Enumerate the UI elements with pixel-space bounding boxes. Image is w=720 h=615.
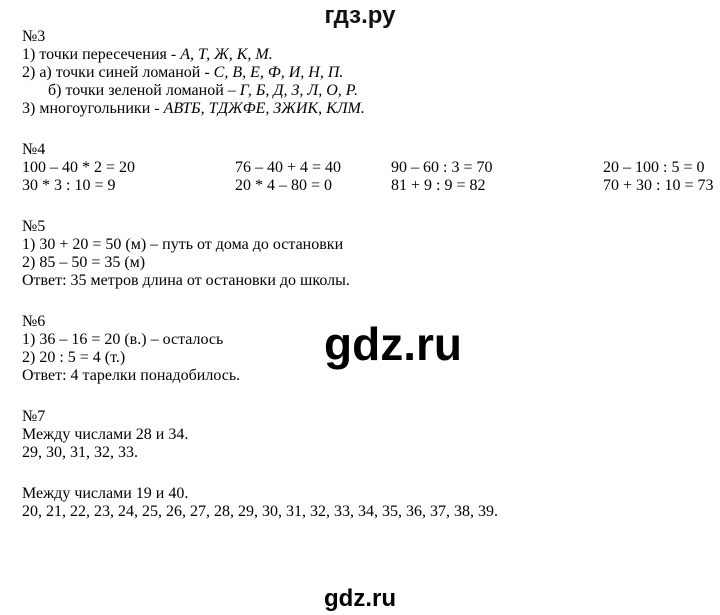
task3-line-2-value: С, В, Е, Ф, И, Н, П. [213,64,344,81]
watermark-middle: gdz.ru [324,318,462,370]
task3-number: №3 [22,28,46,45]
task3-line-3-value: Г, Б, Д, З, Л, О, Р. [239,82,358,99]
task6-step-2: 2) 20 : 5 = 4 (т.) [22,349,126,366]
task7-number: №7 [22,408,46,425]
task7-part-a-title: Между числами 28 и 34. [22,426,189,443]
expression: 90 – 60 : 3 = 70 [391,159,493,176]
task3-line-4 [22,100,712,118]
task3-line-4-value: АВТБ, ТДЖФЕ, ЗЖИК, КЛМ. [163,100,365,117]
task4-number: №4 [22,141,46,158]
task4-row-2 [22,177,712,195]
solution-document [22,28,712,521]
watermark-top: гдз.ру [324,2,396,29]
expression: 70 + 30 : 10 = 73 [603,177,714,194]
task5-number: №5 [22,218,46,235]
expression: 81 + 9 : 9 = 82 [391,177,486,194]
task3-line-1-value: А, Т, Ж, К, М. [180,46,273,63]
expression: 30 * 3 : 10 = 9 [22,177,116,194]
task6-number: №6 [22,313,46,330]
task5-step-1: 1) 30 + 20 = 50 (м) – путь от дома до остановки [22,236,344,253]
expression: 76 – 40 + 4 = 40 [235,159,342,176]
task5-step-2: 2) 85 – 50 = 35 (м) [22,254,146,271]
task5-answer: Ответ: 35 метров длина от остановки до школы. [22,272,350,289]
task3-line-1-lead: 1) точки пересечения - [22,46,181,63]
task3-line-3-lead: б) точки зеленой ломаной – [48,82,240,99]
task3-line-3 [22,82,712,100]
task4-row-1 [22,159,712,177]
task3-line-2-lead: 2) а) точки синей ломаной - [22,64,214,81]
expression: 20 – 100 : 5 = 0 [603,159,705,176]
task7-part-b-title: Между числами 19 и 40. [22,485,189,502]
task7-part-a-list: 29, 30, 31, 32, 33. [22,444,138,461]
watermark-bottom: gdz.ru [324,585,396,612]
task6-answer: Ответ: 4 тарелки понадобилось. [22,367,241,384]
expression: 20 * 4 – 80 = 0 [235,177,333,194]
task3-line-1 [22,46,712,64]
task3-line-4-lead: 3) многоугольники - [22,100,164,117]
task3-line-2 [22,64,712,82]
task6-step-1: 1) 36 – 16 = 20 (в.) – осталось [22,331,224,348]
expression: 100 – 40 * 2 = 20 [22,159,136,176]
task7-part-b-list: 20, 21, 22, 23, 24, 25, 26, 27, 28, 29, 30, 31, 32, 33, 34, 35, 36, 37, 38, 39. [22,503,498,520]
